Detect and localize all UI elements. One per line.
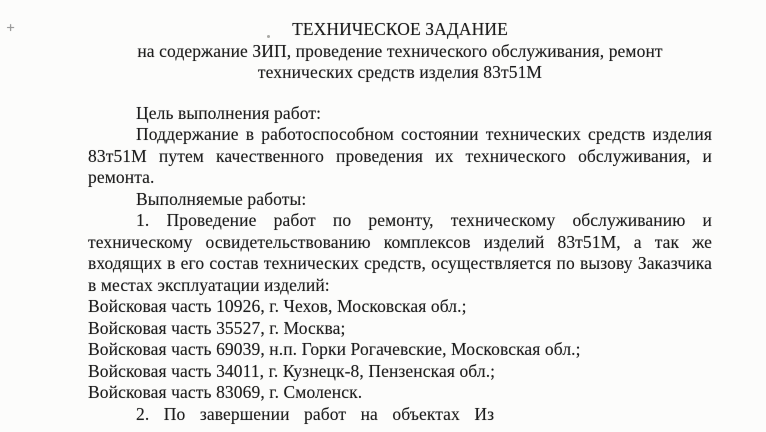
- scanned-document-page: [0, 19, 766, 432]
- unit-line: Войсковая часть 35527, г. Москва;: [88, 317, 346, 338]
- scan-registration-mark: +: [6, 21, 16, 34]
- document-title-line2: на содержание ЗИП, проведение технического обслуживания, ремонт: [137, 40, 663, 61]
- work-item-2-clipped: 2. По завершении работ на объектах Из: [136, 403, 495, 424]
- document-title-line3: технических средств изделия 83т51М: [257, 62, 543, 82]
- unit-line: Войсковая часть 69039, н.п. Горки Рогачевские, Московская обл.;: [88, 339, 581, 359]
- document-title-block: [88, 19, 712, 84]
- unit-line: Войсковая часть 10926, г. Чехов, Московская обл.;: [88, 296, 467, 316]
- works-heading: Выполняемые работы:: [136, 188, 307, 209]
- unit-line: Войсковая часть 34011, г. Кузнецк-8, Пензенская обл.;: [88, 360, 496, 381]
- document-title-line1: ТЕХНИЧЕСКОЕ ЗАДАНИЕ: [292, 19, 508, 39]
- goal-paragraph: Поддержание в работоспособном состоянии технических средств изделия 83т51М путем качественного проведения их технического обслуживания, и ремонта.: [88, 124, 712, 187]
- scan-speck: [267, 35, 270, 38]
- goal-heading: Цель выполнения работ:: [136, 102, 322, 123]
- document-body: [88, 103, 712, 426]
- unit-line: Войсковая часть 83069, г. Смоленск.: [88, 382, 363, 402]
- work-item-1: 1. Проведение работ по ремонту, техническому обслуживанию и техническому освидетельствованию комплексов изделий 83т51М, а так же входящих в его состав технических средств, осуществляется по вызову Заказчика в местах эксплуатации изделий:: [88, 210, 712, 295]
